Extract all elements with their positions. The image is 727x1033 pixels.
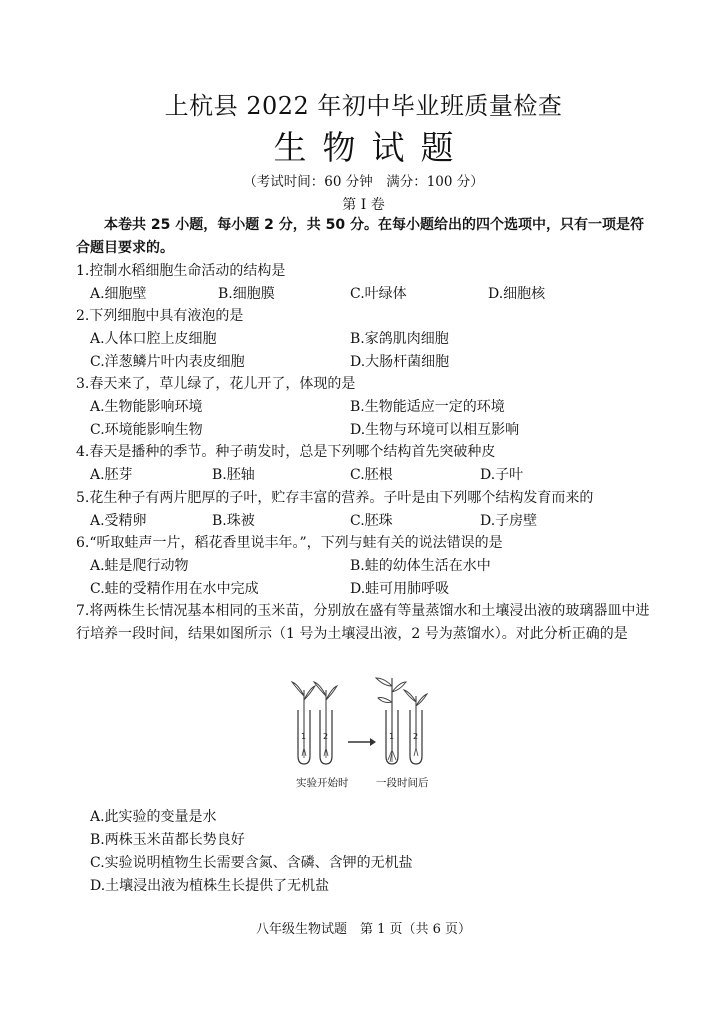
question-7-option-a: A.此实验的变量是水 (90, 809, 217, 825)
instructions: 本卷共 25 小题，每小题 2 分，共 50 分。在每小题给出的四个选项中，只有一项是符合题目要求的。 (76, 217, 644, 256)
svg-text:2 (413, 732, 418, 741)
question-1-option-a: A.细胞壁 (90, 286, 147, 302)
question-2-option-d: D.大肠杆菌细胞 (350, 354, 450, 370)
figure-label-start: 实验开始时 (296, 777, 349, 789)
tube-2-label-after: 2 (413, 732, 419, 741)
tube-1-label-start: 1 (301, 732, 307, 741)
question-7-stem: 7.将两株生长情况基本相同的玉米苗，分别放在盛有等量蒸馏水和土壤浸出液的玻璃器皿中进行培养一段时间，结果如图所示（1 号为土壤浸出液，2 号为蒸馏水）。对此分析正确的是 (76, 603, 650, 642)
question-6-option-c: C.蛙的受精作用在水中完成 (90, 581, 259, 597)
question-2-option-a: A.人体口腔上皮细胞 (90, 331, 217, 347)
question-5-option-c: C.胚珠 (350, 513, 393, 529)
question-1-option-c: C.叶绿体 (350, 286, 407, 302)
question-4-option-b: B.胚轴 (212, 467, 255, 483)
question-2-option-b: B.家鸽肌肉细胞 (350, 331, 449, 347)
question-6-stem: 6.“听取蛙声一片，稻花香里说丰年。”，下列与蛙有关的说法错误的是 (76, 535, 503, 551)
test-tube-1-start (292, 682, 315, 764)
question-3-option-d: D.生物与环境可以相互影响 (350, 422, 520, 438)
tube-1-label-after: 1 (389, 732, 395, 741)
question-1-option-b: B.细胞膜 (218, 286, 275, 302)
question-5-option-b: B.珠被 (212, 513, 255, 529)
question-6-option-b: B.蛙的幼体生活在水中 (350, 558, 491, 574)
question-6-option-a: A.蛙是爬行动物 (90, 558, 189, 574)
question-4-option-a: A.胚芽 (90, 467, 133, 483)
subject-title: 生物试题 (273, 128, 470, 167)
question-3-option-b: B.生物能适应一定的环境 (350, 399, 505, 415)
question-5-option-d: D.子房壁 (480, 513, 538, 529)
test-tube-1-after (376, 678, 406, 764)
question-4-option-c: C.胚根 (350, 467, 393, 483)
figure-label-after: 一段时间后 (376, 777, 429, 789)
tube-2-label-start: 2 (323, 732, 329, 741)
question-2-option-c: C.洋葱鳞片叶内表皮细胞 (90, 354, 245, 370)
svg-text:2 (323, 732, 328, 741)
test-tube-2-start (314, 682, 337, 764)
question-7-option-d: D.土壤浸出液为植株生长提供了无机盐 (90, 878, 330, 894)
test-tube-2-after (404, 690, 427, 764)
question-5-option-a: A.受精卵 (90, 513, 147, 529)
question-7-option-b: B.两株玉米苗都长势良好 (90, 832, 245, 848)
question-2-stem: 2.下列细胞中具有液泡的是 (76, 308, 244, 324)
svg-text:1 (389, 732, 394, 741)
question-3-stem: 3.春天来了，草儿绿了，花儿开了，体现的是 (76, 376, 356, 392)
page-footer: 八年级生物试题 第 1 页（共 6 页） (255, 922, 472, 937)
question-4-stem: 4.春天是播种的季节。种子萌发时，总是下列哪个结构首先突破种皮 (76, 444, 496, 460)
question-5-stem: 5.花生种子有两片肥厚的子叶，贮存丰富的营养。子叶是由下列哪个结构发育而来的 (76, 490, 594, 506)
question-4-option-d: D.子叶 (480, 467, 524, 483)
arrow-icon (348, 738, 376, 746)
question-1-option-d: D.细胞核 (488, 286, 546, 302)
question-6-option-d: D.蛙可用肺呼吸 (350, 581, 450, 597)
volume-label: 第 I 卷 (342, 197, 385, 213)
question-3-option-a: A.生物能影响环境 (90, 399, 203, 415)
question-7-option-c: C.实验说明植物生长需要含氮、含磷、含钾的无机盐 (90, 855, 413, 871)
svg-text:1 (301, 732, 306, 741)
question-1-stem: 1.控制水稻细胞生命活动的结构是 (76, 263, 286, 279)
question-3-option-c: C.环境能影响生物 (90, 422, 203, 438)
exam-info: （考试时间：60 分钟 满分：100 分） (243, 174, 484, 190)
exam-title: 上杭县 2022 年初中毕业班质量检查 (164, 92, 563, 120)
